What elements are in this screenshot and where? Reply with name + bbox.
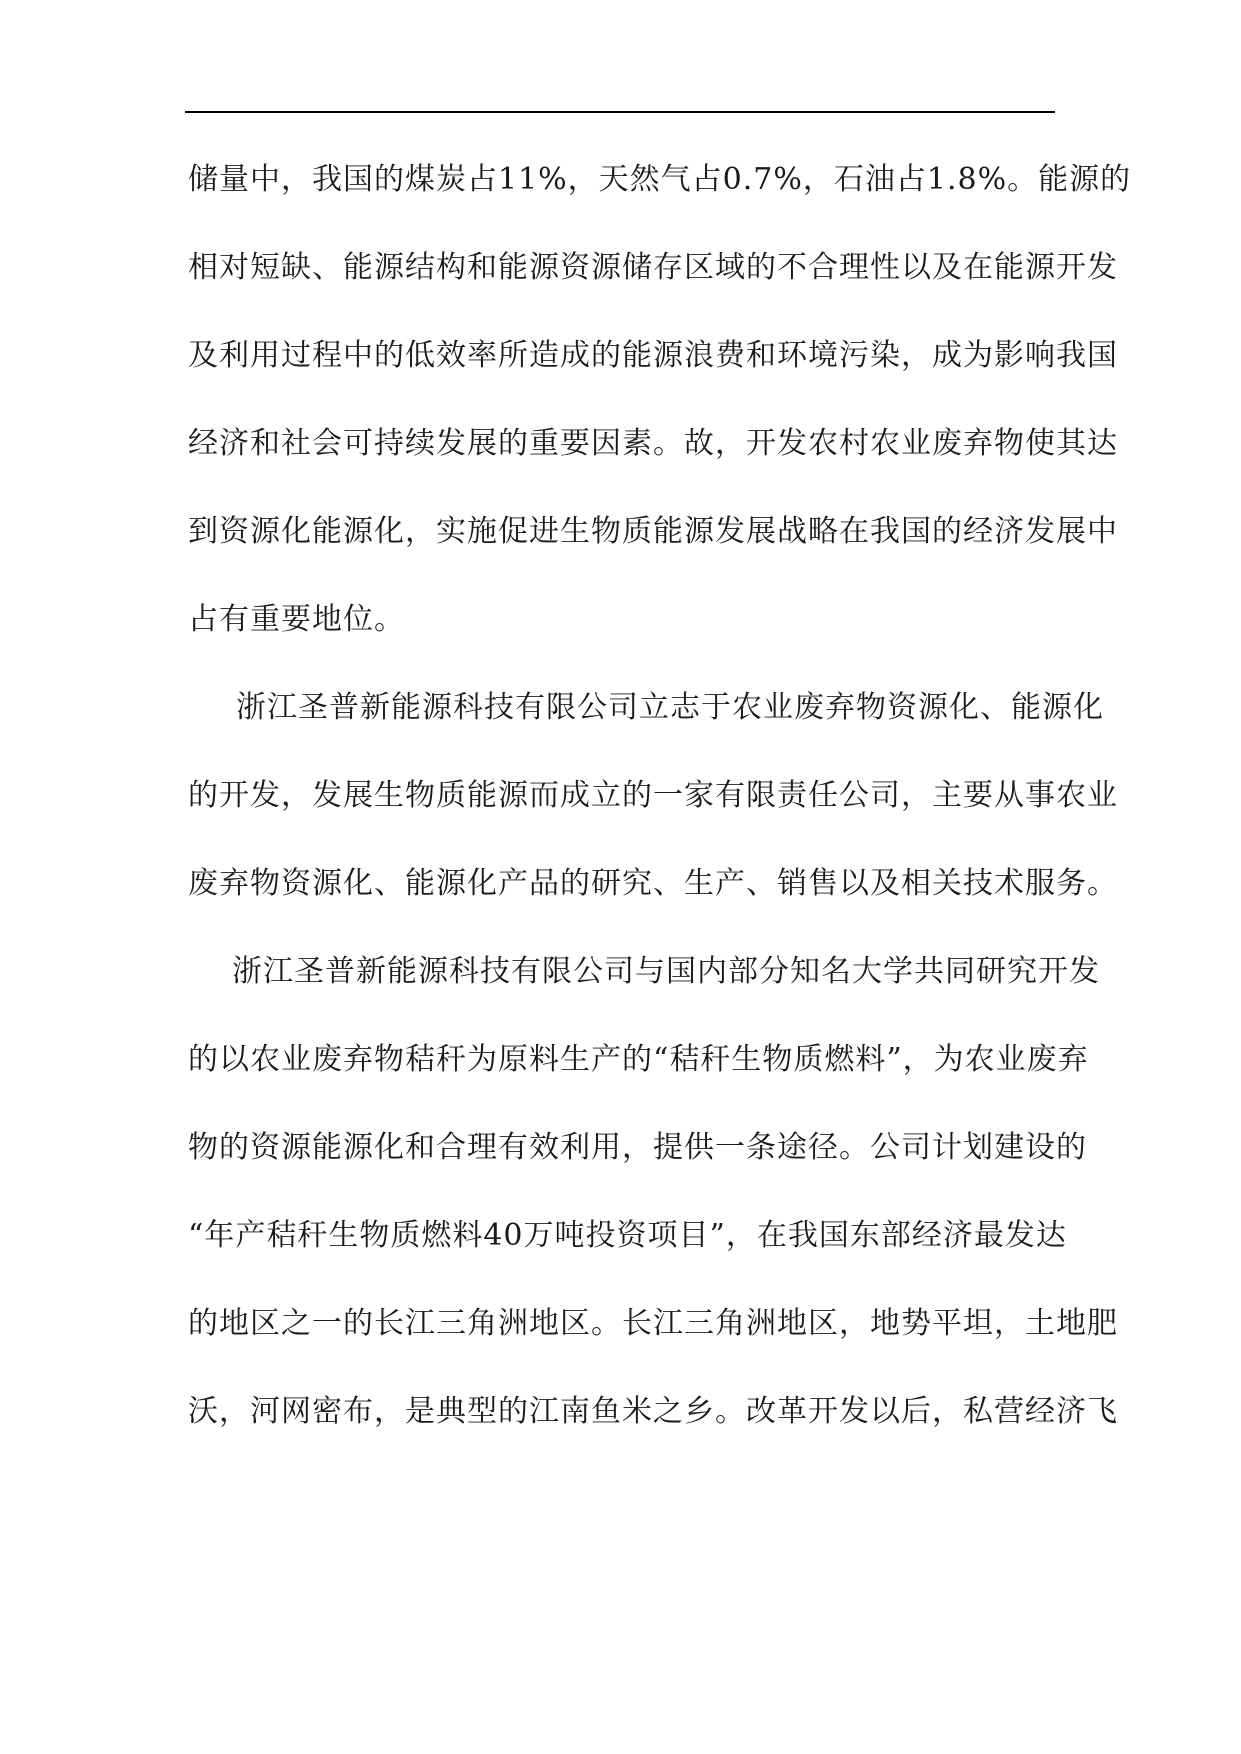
paragraph-first-line: 浙江圣普新能源科技有限公司与国内部分知名大学共同研究开发	[232, 954, 1100, 989]
text-line: 废弃物资源化、能源化产品的研究、生产、销售以及相关技术服务。	[188, 866, 1118, 901]
text-line: 储量中，我国的煤炭占11%，天然气占0.7%，石油占1.8%。能源的	[188, 162, 1132, 197]
text-line: 的地区之一的长江三角洲地区。长江三角洲地区，地势平坦，土地肥	[188, 1306, 1118, 1341]
paragraph-first-line: 浙江圣普新能源科技有限公司立志于农业废弃物资源化、能源化	[236, 690, 1104, 725]
text-line: 的以农业废弃物秸秆为原料生产的“秸秆生物质燃料”，为农业废弃	[188, 1042, 1089, 1077]
text-line: 的开发，发展生物质能源而成立的一家有限责任公司，主要从事农业	[188, 778, 1118, 813]
header-rule	[185, 111, 1055, 113]
text-line: 经济和社会可持续发展的重要因素。故，开发农村农业废弃物使其达	[188, 426, 1118, 461]
text-line: “年产秸秆生物质燃料40万吨投资项目”，在我国东部经济最发达	[188, 1218, 1067, 1253]
text-line: 及利用过程中的低效率所造成的能源浪费和环境污染，成为影响我国	[188, 338, 1118, 373]
text-line: 到资源化能源化，实施促进生物质能源发展战略在我国的经济发展中	[188, 514, 1118, 549]
text-line: 占有重要地位。	[188, 602, 405, 637]
text-line: 相对短缺、能源结构和能源资源储存区域的不合理性以及在能源开发	[188, 250, 1118, 285]
text-line: 沃，河网密布，是典型的江南鱼米之乡。改革开发以后，私营经济飞	[188, 1394, 1118, 1429]
text-line: 物的资源能源化和合理有效利用，提供一条途径。公司计划建设的	[188, 1130, 1087, 1165]
